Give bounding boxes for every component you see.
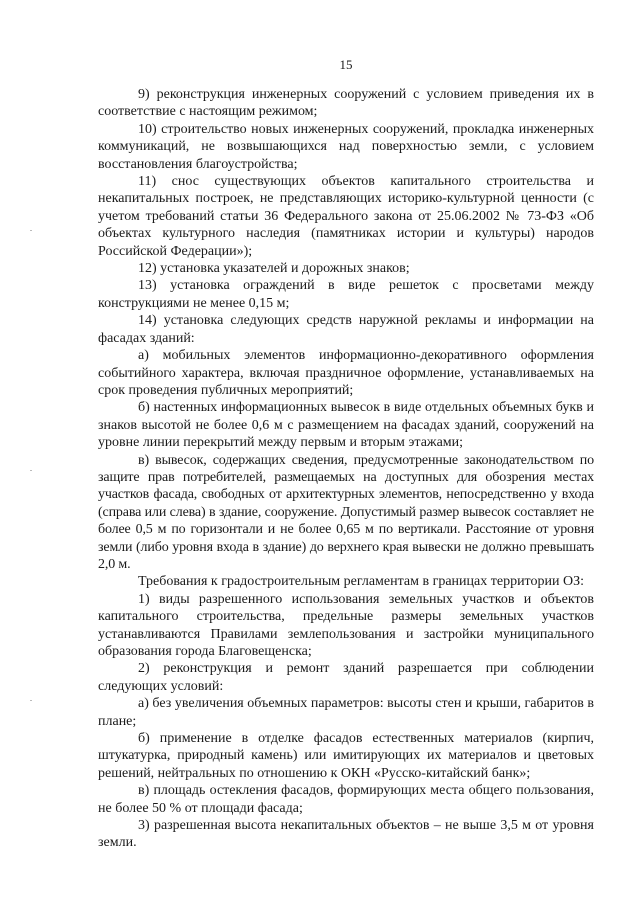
document-body xyxy=(98,86,594,852)
paragraph: б) применение в отделке фасадов естественных материалов (кирпич, штукатурка, природный камень) или имитирующих их материалов и цветовых решений, нейтральных по отношению к ОКН «Русско-китайский банк»; xyxy=(98,731,594,781)
page-number: 15 xyxy=(339,57,353,72)
scan-edge-mark xyxy=(30,700,32,701)
paragraph: в) вывесок, содержащих сведения, предусмотренные законодательством по защите прав потребителей, размещаемых на доступных для обозрения местах участков фасада, свободных от архитектурных элементов, непосредственно у входа (справа или слева) в здание, сооружение. Допустимый размер вывесок составляет не более 0,5 м по горизонтали и не более 0,65 м по вертикали. Расстояние от уровня земли (либо уровня входа в здание) до верхнего края вывески не должно превышать 2,0 м. xyxy=(98,452,594,572)
paragraph: Требования к градостроительным регламентам в границах территории ОЗ: xyxy=(138,574,584,590)
paragraph: 13) установка ограждений в виде решеток с просветами между конструкциями не менее 0,15 м; xyxy=(98,278,594,311)
paragraph: 10) строительство новых инженерных сооружений, прокладка инженерных коммуникаций, не возвышающихся над поверхностью земли, с условием восстановления благоустройства; xyxy=(98,121,594,172)
scan-edge-mark xyxy=(30,470,32,471)
paragraph: 1) виды разрешенного использования земельных участков и объектов капитального строительства, предельные размеры земельных участков устанавливаются Правилами землепользования и застройки муниципального образования города Благовещенска; xyxy=(98,591,594,659)
scan-edge-mark xyxy=(30,230,32,231)
paragraph: а) мобильных элементов информационно-декоративного оформления событийного характера, включая праздничное оформление, устанавливаемых на срок проведения публичных мероприятий; xyxy=(98,348,594,398)
paragraph: а) без увеличения объемных параметров: высоты стен и крыши, габаритов в плане; xyxy=(98,696,594,729)
paragraph: 11) снос существующих объектов капитального строительства и некапитальных построек, не представляющих историко-культурной ценности (с учетом требований статьи 36 Федерального закона от 25.06.2002 № 73-ФЗ «Об объектах культурного наследия (памятниках истории и культуры) народов Российской Федерации»); xyxy=(98,174,594,259)
paragraph: в) площадь остекления фасадов, формирующих места общего пользования, не более 50 % от площади фасада; xyxy=(98,783,594,816)
paragraph: б) настенных информационных вывесок в виде отдельных объемных букв и знаков высотой не более 0,6 м с размещением на фасадах зданий, сооружений на уровне линии перекрытий между первым и вторым этажами; xyxy=(98,400,594,451)
paragraph: 12) установка указателей и дорожных знаков; xyxy=(138,261,410,277)
paragraph: 2) реконструкция и ремонт зданий разрешается при соблюдении следующих условий: xyxy=(98,661,594,694)
paragraph: 9) реконструкция инженерных сооружений с условием приведения их в соответствие с настоящим режимом; xyxy=(98,87,594,120)
paragraph: 3) разрешенная высота некапитальных объектов – не выше 3,5 м от уровня земли. xyxy=(98,818,594,851)
paragraph: 14) установка следующих средств наружной рекламы и информации на фасадах зданий: xyxy=(98,313,594,346)
